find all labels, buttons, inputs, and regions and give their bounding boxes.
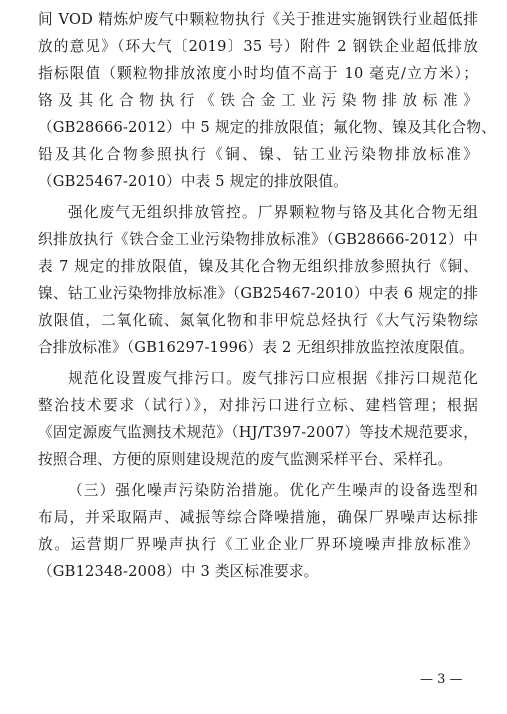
text-line: （三）强化噪声污染防治措施。优化产生噪声的设备选型和 [68,482,478,499]
paragraph-noise-control [38,477,478,585]
paragraph-outlet-standardization [38,365,478,473]
text-line: （GB28666-2012）中 5 规定的排放限值；氟化物、镍及其化合物、 [38,119,496,136]
text-line: 布局，并采取隔声、减振等综合降噪措施，确保厂界噪声达标排 [38,509,478,526]
text-line: 整治技术要求（试行）》，对排污口进行立标、建档管理；根据 [38,397,478,414]
text-line: 指标限值（颗粒物排放浓度小时均值不高于 10 毫克/立方米）； [38,65,478,82]
text-line: 间 VOD 精炼炉废气中颗粒物执行《关于推进实施钢铁行业超低排 [38,11,478,28]
text-line: 镍、钴工业污染物排放标准》（GB25467-2010）中表 6 规定的排 [38,285,478,302]
text-line: 规范化设置废气排污口。废气排污口应根据《排污口规范化 [68,370,478,387]
text-line: 表 7 规定的排放限值，镍及其化合物无组织排放参照执行《铜、 [38,258,478,275]
text-line: 按照合理、方便的原则建设规范的废气监测采样平台、采样孔。 [38,451,453,468]
document-body [38,6,496,585]
text-line: （GB25467-2010）中表 5 规定的排放限值。 [38,173,348,190]
text-line: （GB12348-2008）中 3 类区标准要求。 [38,563,319,580]
text-line: 放的意见》（环大气〔2019〕35 号）附件 2 钢铁企业超低排放 [38,38,478,55]
page-number: — 3 — [420,672,463,687]
paragraph-emission-limits [38,6,496,195]
text-line: 合排放标准》（GB16297-1996）表 2 无组织排放监控浓度限值。 [38,339,474,356]
text-line: 《固定源废气监测技术规范》（HJ/T397-2007）等技术规范要求， [38,424,478,441]
text-line: 强化废气无组织排放管控。厂界颗粒物与铬及其化合物无组 [68,204,478,221]
paragraph-fugitive-emissions [38,199,478,361]
text-line: 铬及其化合物执行《铁合金工业污染物排放标准》 [38,92,478,109]
text-line: 放限值，二氧化硫、氮氧化物和非甲烷总烃执行《大气污染物综 [38,312,478,329]
text-line: 铅及其化合物参照执行《铜、镍、钴工业污染物排放标准》 [38,146,478,163]
text-line: 放。运营期厂界噪声执行《工业企业厂界环境噪声排放标准》 [38,536,478,553]
text-line: 织排放执行《铁合金工业污染物排放标准》（GB28666-2012）中 [38,231,478,248]
